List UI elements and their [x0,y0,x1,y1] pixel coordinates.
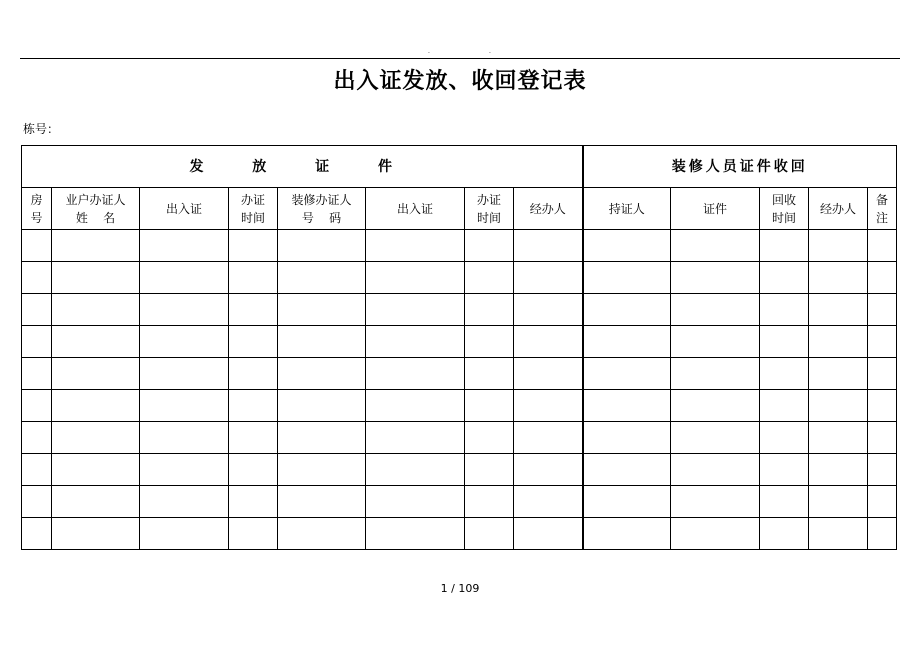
column-header-line1: 业户办证人 [65,192,126,207]
section-header-row [22,146,897,188]
registration-table [21,145,897,550]
table-cell-worker-issue-date [465,422,514,454]
table-cell-holder [583,230,671,262]
table-cell-worker-pass [366,390,465,422]
column-header-row [22,188,897,230]
table-cell-handler [514,486,583,518]
table-cell-worker-id [278,454,366,486]
table-cell-worker-issue-date [465,486,514,518]
table-cell-worker-issue-date [465,358,514,390]
issue-section-label: 发 放 证 件 [189,158,415,175]
table-cell-issue-date [229,422,278,454]
column-header-holder [583,188,671,230]
table-row [22,518,897,550]
table-cell-handler [514,294,583,326]
column-header-line1: 出入证 [165,201,202,216]
column-header-line2: 时间 [476,210,501,225]
table-cell-return-handler [809,390,868,422]
table-cell-holder [583,422,671,454]
table-row [22,294,897,326]
table-cell-worker-id [278,486,366,518]
table-cell-holder [583,518,671,550]
table-cell-owner-name [52,390,140,422]
header-rule [20,58,900,59]
table-row [22,390,897,422]
table-cell-room-no [22,454,52,486]
table-cell-return-date [760,326,809,358]
table-cell-owner-name [52,294,140,326]
table-cell-owner-name [52,230,140,262]
table-row [22,454,897,486]
table-cell-worker-issue-date [465,390,514,422]
table-cell-handler [514,422,583,454]
table-cell-worker-pass [366,518,465,550]
table-cell-worker-pass [366,422,465,454]
table-cell-certificate [671,518,760,550]
table-cell-return-handler [809,230,868,262]
table-row [22,486,897,518]
table-cell-issue-date [229,486,278,518]
column-header-handler [514,188,583,230]
table-cell-return-handler [809,358,868,390]
column-header-line1: 出入证 [396,201,433,216]
table-cell-pass-issued [140,486,229,518]
table-cell-owner-name [52,518,140,550]
table-cell-owner-name [52,486,140,518]
table-cell-room-no [22,294,52,326]
table-cell-pass-issued [140,262,229,294]
column-header-certificate [671,188,760,230]
column-header-line2: 注 [875,210,888,225]
table-cell-remarks [868,262,897,294]
column-header-line2: 号 码 [301,210,342,225]
column-header-line1: 办证 [240,192,265,207]
building-label: 栋号： [23,122,60,136]
table-cell-worker-pass [366,230,465,262]
table-body [22,230,897,550]
table-cell-return-handler [809,518,868,550]
column-header-line1: 办证 [476,192,501,207]
table-cell-remarks [868,422,897,454]
table-cell-worker-issue-date [465,454,514,486]
table-cell-holder [583,358,671,390]
table-cell-worker-id [278,390,366,422]
table-cell-remarks [868,294,897,326]
collect-section-label: 装修人员证件收回 [671,158,808,175]
table-cell-pass-issued [140,230,229,262]
table-cell-room-no [22,262,52,294]
table-cell-return-handler [809,422,868,454]
table-cell-worker-id [278,294,366,326]
table-cell-room-no [22,326,52,358]
header-dot: . [428,48,430,55]
table-cell-owner-name [52,422,140,454]
table-cell-remarks [868,390,897,422]
table-cell-return-handler [809,294,868,326]
column-header-issue-date [229,188,278,230]
column-header-remarks [868,188,897,230]
table-cell-remarks [868,454,897,486]
table-cell-owner-name [52,326,140,358]
table-cell-pass-issued [140,326,229,358]
table-cell-handler [514,358,583,390]
column-header-line1: 装修办证人 [291,192,352,207]
table-cell-issue-date [229,518,278,550]
column-header-worker-issue-date [465,188,514,230]
table-cell-issue-date [229,358,278,390]
table-cell-handler [514,454,583,486]
column-header-return-date [760,188,809,230]
column-header-line1: 证件 [702,201,727,216]
table-cell-return-date [760,262,809,294]
column-header-worker-id [278,188,366,230]
table-cell-holder [583,486,671,518]
table-cell-remarks [868,230,897,262]
table-cell-handler [514,518,583,550]
table-cell-pass-issued [140,518,229,550]
table-cell-return-date [760,486,809,518]
table-cell-certificate [671,422,760,454]
table-cell-return-date [760,454,809,486]
column-header-line2: 号 [30,210,43,225]
table-cell-issue-date [229,230,278,262]
table-cell-worker-id [278,518,366,550]
table-cell-holder [583,454,671,486]
table-cell-room-no [22,358,52,390]
table-cell-holder [583,326,671,358]
table-cell-worker-pass [366,262,465,294]
table-cell-worker-issue-date [465,262,514,294]
table-cell-return-date [760,422,809,454]
table-cell-issue-date [229,262,278,294]
table-cell-room-no [22,518,52,550]
table-cell-return-handler [809,486,868,518]
table-cell-room-no [22,390,52,422]
issue-section-header [22,146,583,188]
table-cell-worker-id [278,326,366,358]
table-cell-worker-pass [366,326,465,358]
table-cell-pass-issued [140,422,229,454]
table-cell-room-no [22,230,52,262]
table-cell-handler [514,230,583,262]
collect-section-header [583,146,897,188]
table-cell-certificate [671,262,760,294]
column-header-worker-pass [366,188,465,230]
page-indicator: 1 / 109 [440,582,480,595]
column-header-line2: 姓 名 [75,210,116,225]
table-cell-holder [583,262,671,294]
column-header-line1: 经办人 [819,201,856,216]
table-cell-return-date [760,390,809,422]
table-row [22,326,897,358]
table-row [22,422,897,454]
table-cell-worker-issue-date [465,326,514,358]
table-cell-worker-id [278,230,366,262]
table-cell-certificate [671,358,760,390]
table-cell-certificate [671,454,760,486]
column-header-return-handler [809,188,868,230]
column-header-line1: 持证人 [608,201,645,216]
table-cell-handler [514,262,583,294]
table-cell-return-handler [809,326,868,358]
table-cell-worker-id [278,358,366,390]
table-cell-remarks [868,486,897,518]
table-cell-room-no [22,422,52,454]
table-cell-certificate [671,294,760,326]
table-cell-worker-pass [366,294,465,326]
table-cell-worker-id [278,262,366,294]
column-header-line1: 备 [875,192,888,207]
table-cell-worker-pass [366,486,465,518]
table-cell-owner-name [52,454,140,486]
table-cell-worker-pass [366,454,465,486]
table-cell-return-date [760,294,809,326]
header-dot: . [489,48,491,55]
table-cell-return-date [760,358,809,390]
column-header-line2: 时间 [240,210,265,225]
column-header-line1: 房 [30,192,43,207]
table-cell-certificate [671,486,760,518]
column-header-room-no [22,188,52,230]
table-cell-pass-issued [140,390,229,422]
table-cell-worker-issue-date [465,230,514,262]
table-cell-issue-date [229,390,278,422]
table-cell-issue-date [229,454,278,486]
table-cell-return-handler [809,262,868,294]
table-cell-worker-pass [366,358,465,390]
table-cell-return-date [760,518,809,550]
table-cell-remarks [868,358,897,390]
table-cell-issue-date [229,294,278,326]
table-cell-handler [514,326,583,358]
table-cell-pass-issued [140,358,229,390]
page-title: 出入证发放、收回登记表 [333,68,587,94]
table-cell-owner-name [52,358,140,390]
table-cell-remarks [868,518,897,550]
column-header-line2: 时间 [771,210,796,225]
table-cell-pass-issued [140,454,229,486]
table-cell-handler [514,390,583,422]
table-cell-worker-id [278,422,366,454]
table-cell-return-handler [809,454,868,486]
table-cell-return-date [760,230,809,262]
table-cell-issue-date [229,326,278,358]
table-cell-holder [583,390,671,422]
column-header-owner-name [52,188,140,230]
table-row [22,230,897,262]
table-cell-certificate [671,230,760,262]
table-cell-worker-issue-date [465,518,514,550]
column-header-pass-issued [140,188,229,230]
table-cell-certificate [671,390,760,422]
table-cell-remarks [868,326,897,358]
column-header-line1: 经办人 [529,201,566,216]
table-cell-holder [583,294,671,326]
table-row [22,358,897,390]
table-row [22,262,897,294]
table-cell-pass-issued [140,294,229,326]
table-cell-room-no [22,486,52,518]
table-cell-owner-name [52,262,140,294]
column-header-line1: 回收 [771,192,796,207]
table-cell-certificate [671,326,760,358]
table-cell-worker-issue-date [465,294,514,326]
